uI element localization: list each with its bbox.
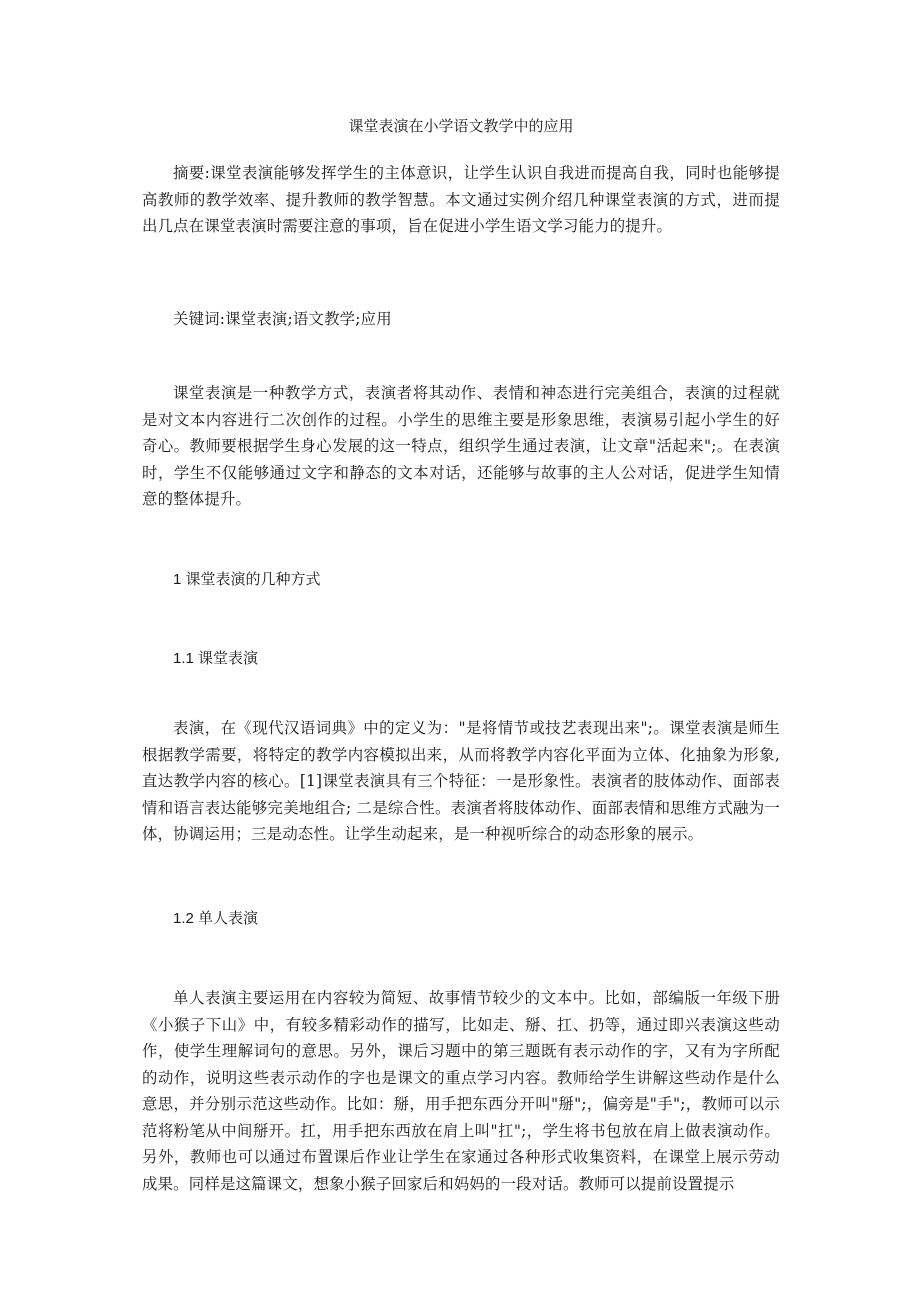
abstract-paragraph: 摘要:课堂表演能够发挥学生的主体意识，让学生认识自我进而提高自我，同时也能够提高教师的教学效率、提升教师的教学智慧。本文通过实例介绍几种课堂表演的方式，进而提出几点在课堂表演时需要注意的事项，旨在促进小学生语文学习能力的提升。 (142, 164, 780, 235)
section-number: 1.1 (173, 650, 194, 667)
document-title: 课堂表演在小学语文教学中的应用 (348, 117, 574, 135)
section-number: 1.2 (173, 910, 194, 927)
section-1-2-body: 单人表演主要运用在内容较为简短、故事情节较少的文本中。比如，部编版一年级下册《小猴子下山》中，有较多精彩动作的描写，比如走、掰、扛、扔等，通过即兴表演这些动作，使学生理解词句的意思。另外，课后习题中的第三题既有表示动作的字，又有为字所配的动作，说明这些表示动作的字也是课文的重点学习内容。教师给学生讲解这些动作是什么意思，并分别示范这些动作。比如：掰，用手把东西分开叫"掰";，偏旁是"手";，教师可以示范将粉笔从中间掰开。扛，用手把东西放在肩上叫"扛";，学生将书包放在肩上做表演动作。另外，教师也可以通过布置课后作业让学生在家通过各种形式收集资料，在课堂上展示劳动成果。同样是这篇课文，想象小猴子回家后和妈妈的一段对话。教师可以提前设置提示 (142, 989, 780, 1193)
section-number: 1 (173, 571, 182, 588)
keywords-line: 关键词:课堂表演;语文教学;应用 (173, 310, 392, 328)
section-title: 课堂表演的几种方式 (185, 570, 321, 588)
intro-paragraph: 课堂表演是一种教学方式，表演者将其动作、表情和神态进行完美组合，表演的过程就是对文本内容进行二次创作的过程。小学生的思维主要是形象思维，表演易引起小学生的好奇心。教师要根据学生身心发展的这一特点，组织学生通过表演，让文章"活起来";。在表演时，学生不仅能够通过文字和静态的文本对话，还能够与故事的主人公对话，促进学生知情意的整体提升。 (142, 384, 780, 508)
section-title: 课堂表演 (198, 649, 259, 667)
section-heading-1 (173, 569, 321, 590)
section-heading-1-2 (173, 908, 258, 929)
section-title: 单人表演 (198, 909, 259, 927)
section-1-1-body: 表演，在《现代汉语词典》中的定义为："是将情节或技艺表现出来";。课堂表演是师生根据教学需要，将特定的教学内容模拟出来，从而将教学内容化平面为立体、化抽象为形象,直达教学内容的核心。[1]课堂表演具有三个特征：一是形象性。表演者的肢体动作、面部表情和语言表达能够完美地组合; 二是综合性。表演者将肢体动作、面部表情和思维方式融为一体，协调运用；三是动态性。让学生动起来，是一种视听综合的动态形象的展示。 (142, 719, 780, 843)
section-heading-1-1 (173, 648, 258, 669)
